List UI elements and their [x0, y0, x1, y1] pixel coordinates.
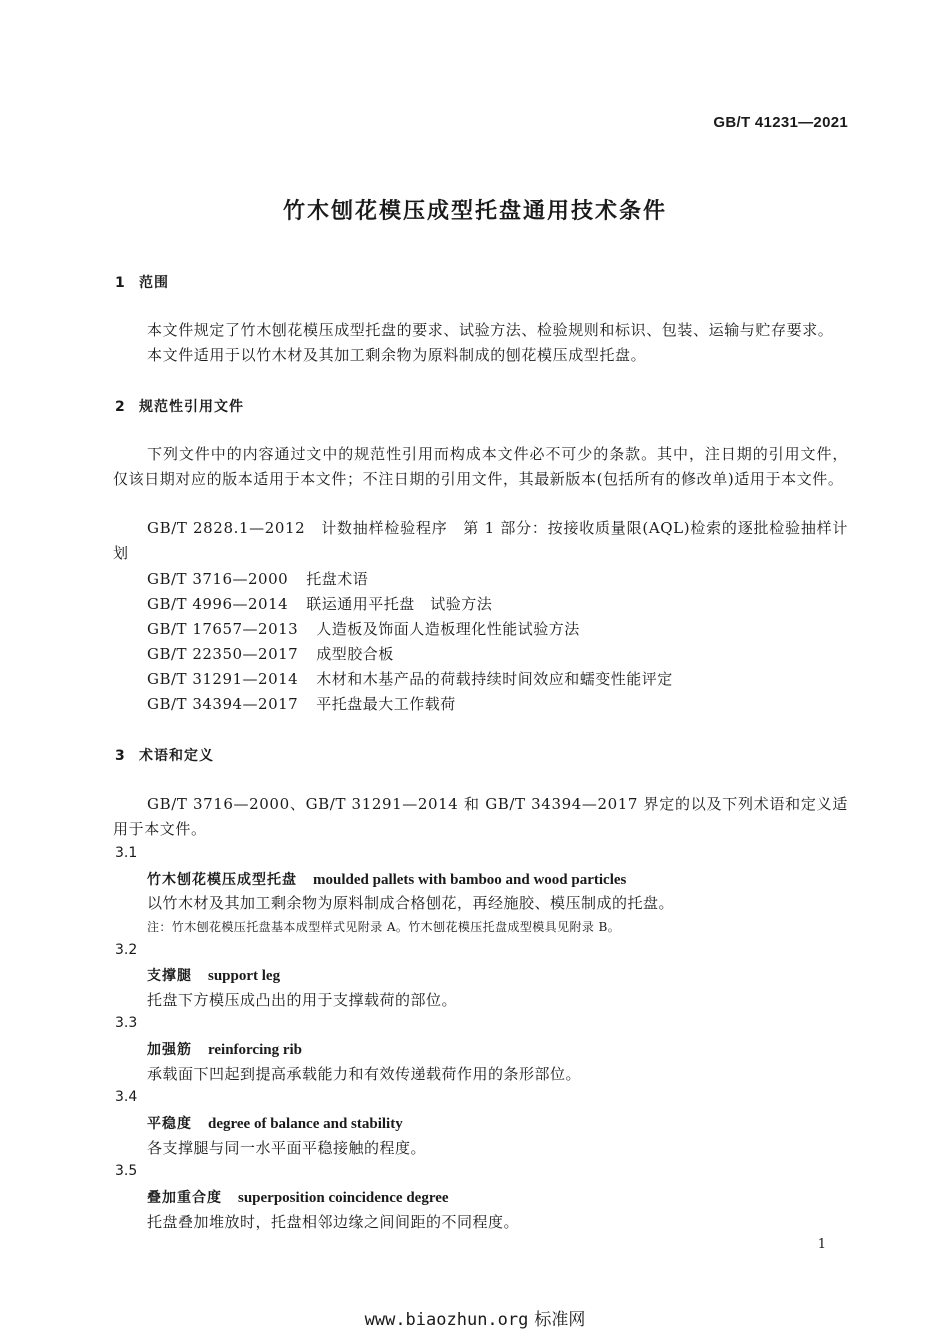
reference-code: GB/T 4996—2014 — [147, 595, 289, 613]
term-heading — [147, 1039, 302, 1059]
reference-item — [147, 568, 368, 589]
clause-number: 3.5 — [115, 1163, 138, 1179]
section-title: 规范性引用文件 — [139, 399, 244, 415]
reference-item: GB/T 2828.1—2012 计数抽样检验程序 第 1 部分：按接收质量限(AQL)检索的逐批检验抽样计划 — [113, 519, 848, 562]
reference-item — [147, 618, 580, 639]
term-definition: 承载面下凹起到提高承载能力和有效传递载荷作用的条形部位。 — [147, 1065, 582, 1083]
term-heading — [147, 1113, 403, 1133]
reference-title: 人造板及饰面人造板理化性能试验方法 — [316, 620, 580, 638]
footer-watermark — [0, 1305, 950, 1330]
clause-number: 3.3 — [115, 1015, 138, 1031]
term-definition: 以竹木材及其加工剩余物为原料制成合格刨花，再经施胶、模压制成的托盘。 — [147, 894, 675, 912]
reference-code: GB/T 22350—2017 — [147, 645, 299, 663]
reference-title: 成型胶合板 — [316, 645, 394, 663]
section-number: 1 — [115, 275, 126, 291]
section-2-heading — [115, 396, 244, 416]
section-number: 2 — [115, 399, 126, 415]
terms-intro: GB/T 3716—2000、GB/T 31291—2014 和 GB/T 34394—2017 界定的以及下列术语和定义适用于本文件。 — [113, 795, 848, 838]
document-title: 竹木刨花模压成型托盘通用技术条件 — [282, 199, 667, 224]
term-zh: 平稳度 — [147, 1116, 192, 1132]
reference-code: GB/T 31291—2014 — [147, 670, 299, 688]
term-en: superposition coincidence degree — [238, 1190, 449, 1206]
term-en: moulded pallets with bamboo and wood particles — [313, 872, 627, 888]
reference-code: GB/T 17657—2013 — [147, 620, 299, 638]
clause-number: 3.4 — [115, 1089, 138, 1105]
reference-item — [147, 643, 394, 664]
term-definition: 托盘下方模压成凸出的用于支撑载荷的部位。 — [147, 991, 458, 1009]
reference-code: GB/T 34394—2017 — [147, 695, 299, 713]
section-title: 术语和定义 — [139, 748, 214, 764]
term-en: reinforcing rib — [208, 1042, 303, 1058]
reference-item — [147, 593, 492, 614]
section-1-heading — [115, 272, 169, 292]
term-definition: 托盘叠加堆放时，托盘相邻边缘之间间距的不同程度。 — [147, 1213, 520, 1231]
footer-site-name: 标准网 — [534, 1310, 586, 1330]
section-3-heading — [115, 745, 214, 765]
standard-code: GB/T 41231—2021 — [713, 114, 848, 131]
page-number: 1 — [817, 1237, 826, 1252]
reference-title: 联运通用平托盘 试验方法 — [306, 595, 493, 613]
reference-title: 平托盘最大工作载荷 — [316, 695, 456, 713]
reference-title: 托盘术语 — [306, 570, 369, 588]
term-heading — [147, 1187, 449, 1207]
reference-item — [147, 668, 673, 689]
references-intro: 下列文件中的内容通过文中的规范性引用而构成本文件必不可少的条款。其中，注日期的引用文件，仅该日期对应的版本适用于本文件；不注日期的引用文件，其最新版本(包括所有的修改单)适用于本文件。 — [113, 445, 848, 488]
term-heading — [147, 965, 280, 985]
term-definition: 各支撑腿与同一水平面平稳接触的程度。 — [147, 1139, 427, 1157]
term-note: 注：竹木刨花模压托盘基本成型样式见附录 A。竹木刨花模压托盘成型模具见附录 B。 — [147, 920, 621, 934]
reference-title: 木材和木基产品的荷载持续时间效应和蠕变性能评定 — [316, 670, 673, 688]
scope-paragraph-2: 本文件适用于以竹木材及其加工剩余物为原料制成的刨花模压成型托盘。 — [147, 346, 647, 364]
clause-number: 3.1 — [115, 845, 138, 861]
term-en: degree of balance and stability — [208, 1116, 403, 1132]
term-zh: 竹木刨花模压成型托盘 — [147, 872, 297, 888]
section-title: 范围 — [139, 275, 169, 291]
term-en: support leg — [208, 968, 281, 984]
term-heading — [147, 869, 626, 889]
reference-code: GB/T 3716—2000 — [147, 570, 289, 588]
term-zh: 支撑腿 — [147, 968, 192, 984]
reference-item — [147, 693, 456, 714]
footer-url[interactable]: www.biaozhun.org — [364, 1310, 529, 1330]
term-zh: 加强筋 — [147, 1042, 192, 1058]
section-number: 3 — [115, 748, 126, 764]
clause-number: 3.2 — [115, 942, 138, 958]
scope-paragraph-1: 本文件规定了竹木刨花模压成型托盘的要求、试验方法、检验规则和标识、包装、运输与贮存要求。 — [147, 321, 834, 339]
term-zh: 叠加重合度 — [147, 1190, 222, 1206]
